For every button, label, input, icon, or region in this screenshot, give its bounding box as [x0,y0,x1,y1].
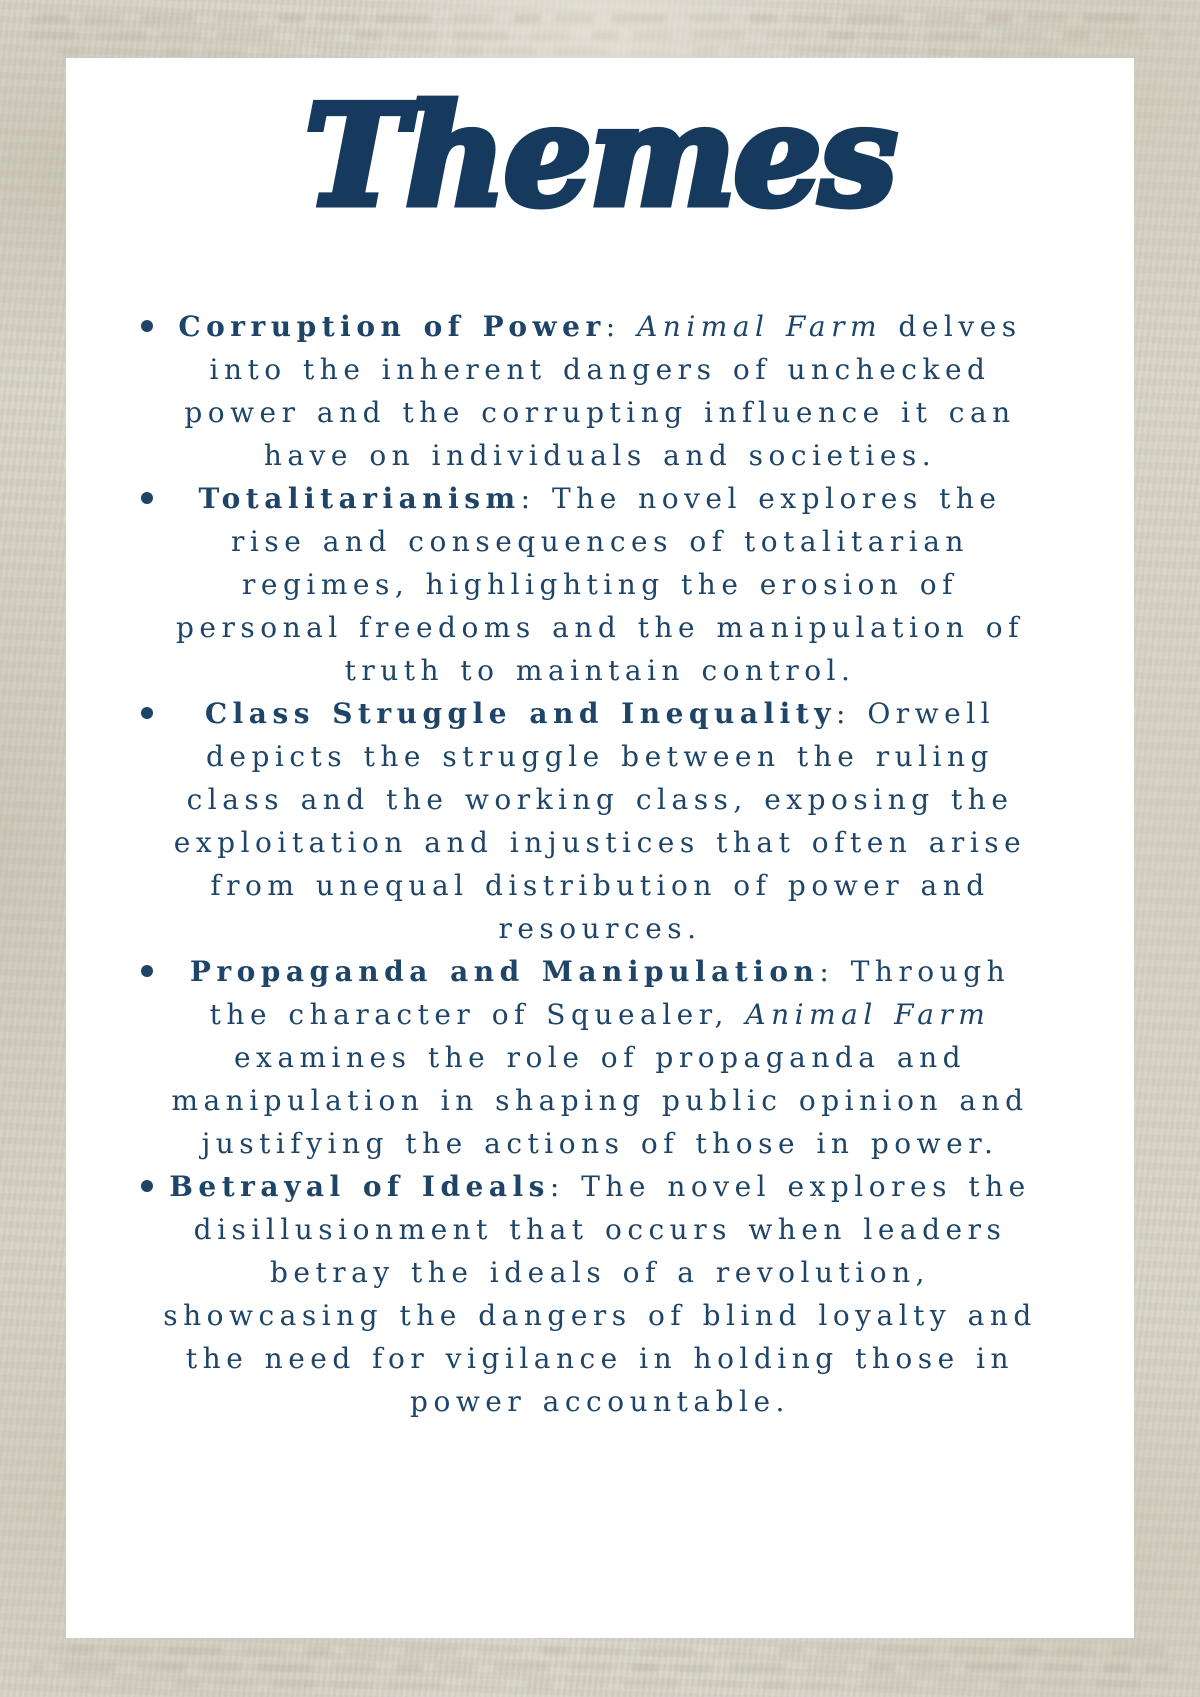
paper-texture-row [30,14,1170,23]
bullet-icon [141,965,153,977]
theme-item [155,305,1045,477]
theme-segment: Animal Farm [745,997,991,1031]
theme-segment: delves into the inherent dangers of unchecked power and the corrupting influence it can have on individuals and societies. [184,309,1022,472]
themes-list [155,305,1045,1423]
theme-item [155,1165,1045,1423]
theme-separator: : [605,309,638,343]
theme-text [155,477,1045,692]
theme-item [155,692,1045,950]
theme-lead: Propaganda and Manipulation [189,954,820,988]
paper-texture-row [60,47,1060,56]
theme-separator: : [835,696,868,730]
bullet-icon [141,320,153,332]
theme-segment: Through the character of Squealer, [209,954,1011,1031]
content-card [66,58,1134,1638]
theme-lead: Corruption of Power [178,309,606,343]
theme-separator: : [819,954,851,988]
bullet-icon [141,1180,153,1192]
paper-texture-row [30,1646,1170,1655]
theme-text [155,1165,1045,1423]
theme-item [155,477,1045,692]
paper-texture-row [30,1663,1170,1672]
bullet-icon [141,707,153,719]
theme-text [155,692,1045,950]
theme-lead: Totalitarianism [198,481,521,515]
theme-separator: : [549,1169,582,1203]
theme-segment: examines the role of propaganda and manipulation in shaping public opinion and justifying the actions of those in power. [171,1040,1029,1160]
page-title: Themes [304,74,896,237]
theme-segment: The novel explores the rise and consequences of totalitarian regimes, highlighting the erosion of personal freedoms and the manipulation of truth to maintain control. [175,481,1025,687]
theme-lead: Class Struggle and Inequality [204,696,836,730]
bullet-icon [141,492,153,504]
theme-lead: Betrayal of Ideals [169,1169,550,1203]
theme-separator: : [520,481,552,515]
paper-texture-row [80,1680,1140,1689]
paper-texture-row [30,31,1170,40]
theme-segment: The novel explores the disillusionment that occurs when leaders betray the ideals of a revolution, showcasing the dangers of blind loyalty and the need for vigilance in holding those in power accountable. [163,1169,1037,1418]
theme-item [155,950,1045,1165]
theme-segment: Orwell depicts the struggle between the ruling class and the working class, exposing the exploitation and injustices that often arise from unequal distribution of power and resources. [173,696,1027,945]
theme-text [155,305,1045,477]
theme-text [155,950,1045,1165]
theme-segment: Animal Farm [637,309,883,343]
